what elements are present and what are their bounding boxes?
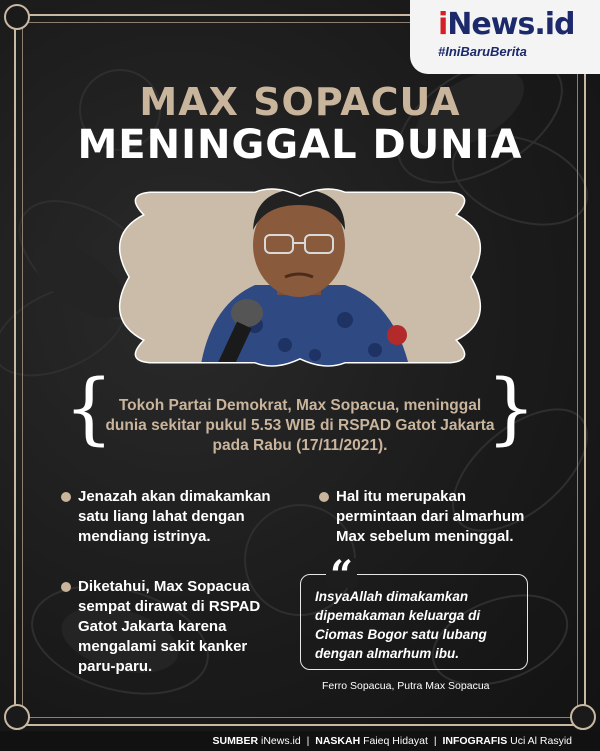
bullet-text: Hal itu merupakan permintaan dari almarhum Max sebelum meninggal.: [336, 488, 525, 545]
bullet-dot-icon: [61, 582, 71, 592]
brand-logo: [410, 0, 600, 74]
bullet-text: Diketahui, Max Sopacua sempat dirawat di RSPAD Gatot Jakarta karena mengalami sakit kanker paru-paru.: [78, 578, 261, 675]
infografis-label: INFOGRAFIS: [442, 735, 508, 747]
frame-corner-ornament: [4, 704, 30, 730]
lead-paragraph: Tokoh Partai Demokrat, Max Sopacua, meninggal dunia sekitar pukul 5.53 WIB di RSPAD Gatot Jakarta pada Rabu (17/11/2021).: [105, 397, 495, 454]
curly-brace-icon: {: [64, 364, 114, 454]
bullet-point: [78, 577, 278, 677]
portrait-photo: [105, 185, 495, 370]
bullet-text: Jenazah akan dimakamkan satu liang lahat dengan mendiang istrinya.: [78, 488, 271, 545]
sumber-label: SUMBER: [212, 735, 259, 747]
quote-icon: “: [326, 558, 357, 588]
divider: |: [306, 735, 310, 747]
bullet-dot-icon: [61, 492, 71, 502]
credits-footer: [0, 731, 600, 751]
brand-logo-text: iNews.id: [438, 7, 575, 42]
quote-attribution: Ferro Sopacua, Putra Max Sopacua: [322, 680, 490, 692]
bullet-point: [78, 487, 278, 547]
frame-corner-ornament: [4, 4, 30, 30]
headline-line-1: MAX SOPACUA: [139, 80, 461, 124]
quote-text: InsyaAllah dimakamkan dipemakaman keluarga di Ciomas Bogor satu lubang dengan almarhum ibu.: [315, 589, 487, 661]
naskah-value: Faieq Hidayat: [363, 735, 428, 747]
bullet-point: [336, 487, 536, 547]
frame-corner-ornament: [570, 704, 596, 730]
naskah-label: NASKAH: [315, 735, 361, 747]
infografis-value: Uci Al Rasyid: [510, 735, 572, 747]
sumber-value: iNews.id: [260, 735, 301, 747]
brand-tagline: #IniBaruBerita: [438, 44, 527, 59]
credits-text: [213, 735, 572, 747]
divider: |: [433, 735, 437, 747]
curly-brace-icon: }: [486, 364, 536, 454]
bullet-dot-icon: [319, 492, 329, 502]
headline-line-2: MENINGGAL DUNIA: [77, 122, 523, 168]
